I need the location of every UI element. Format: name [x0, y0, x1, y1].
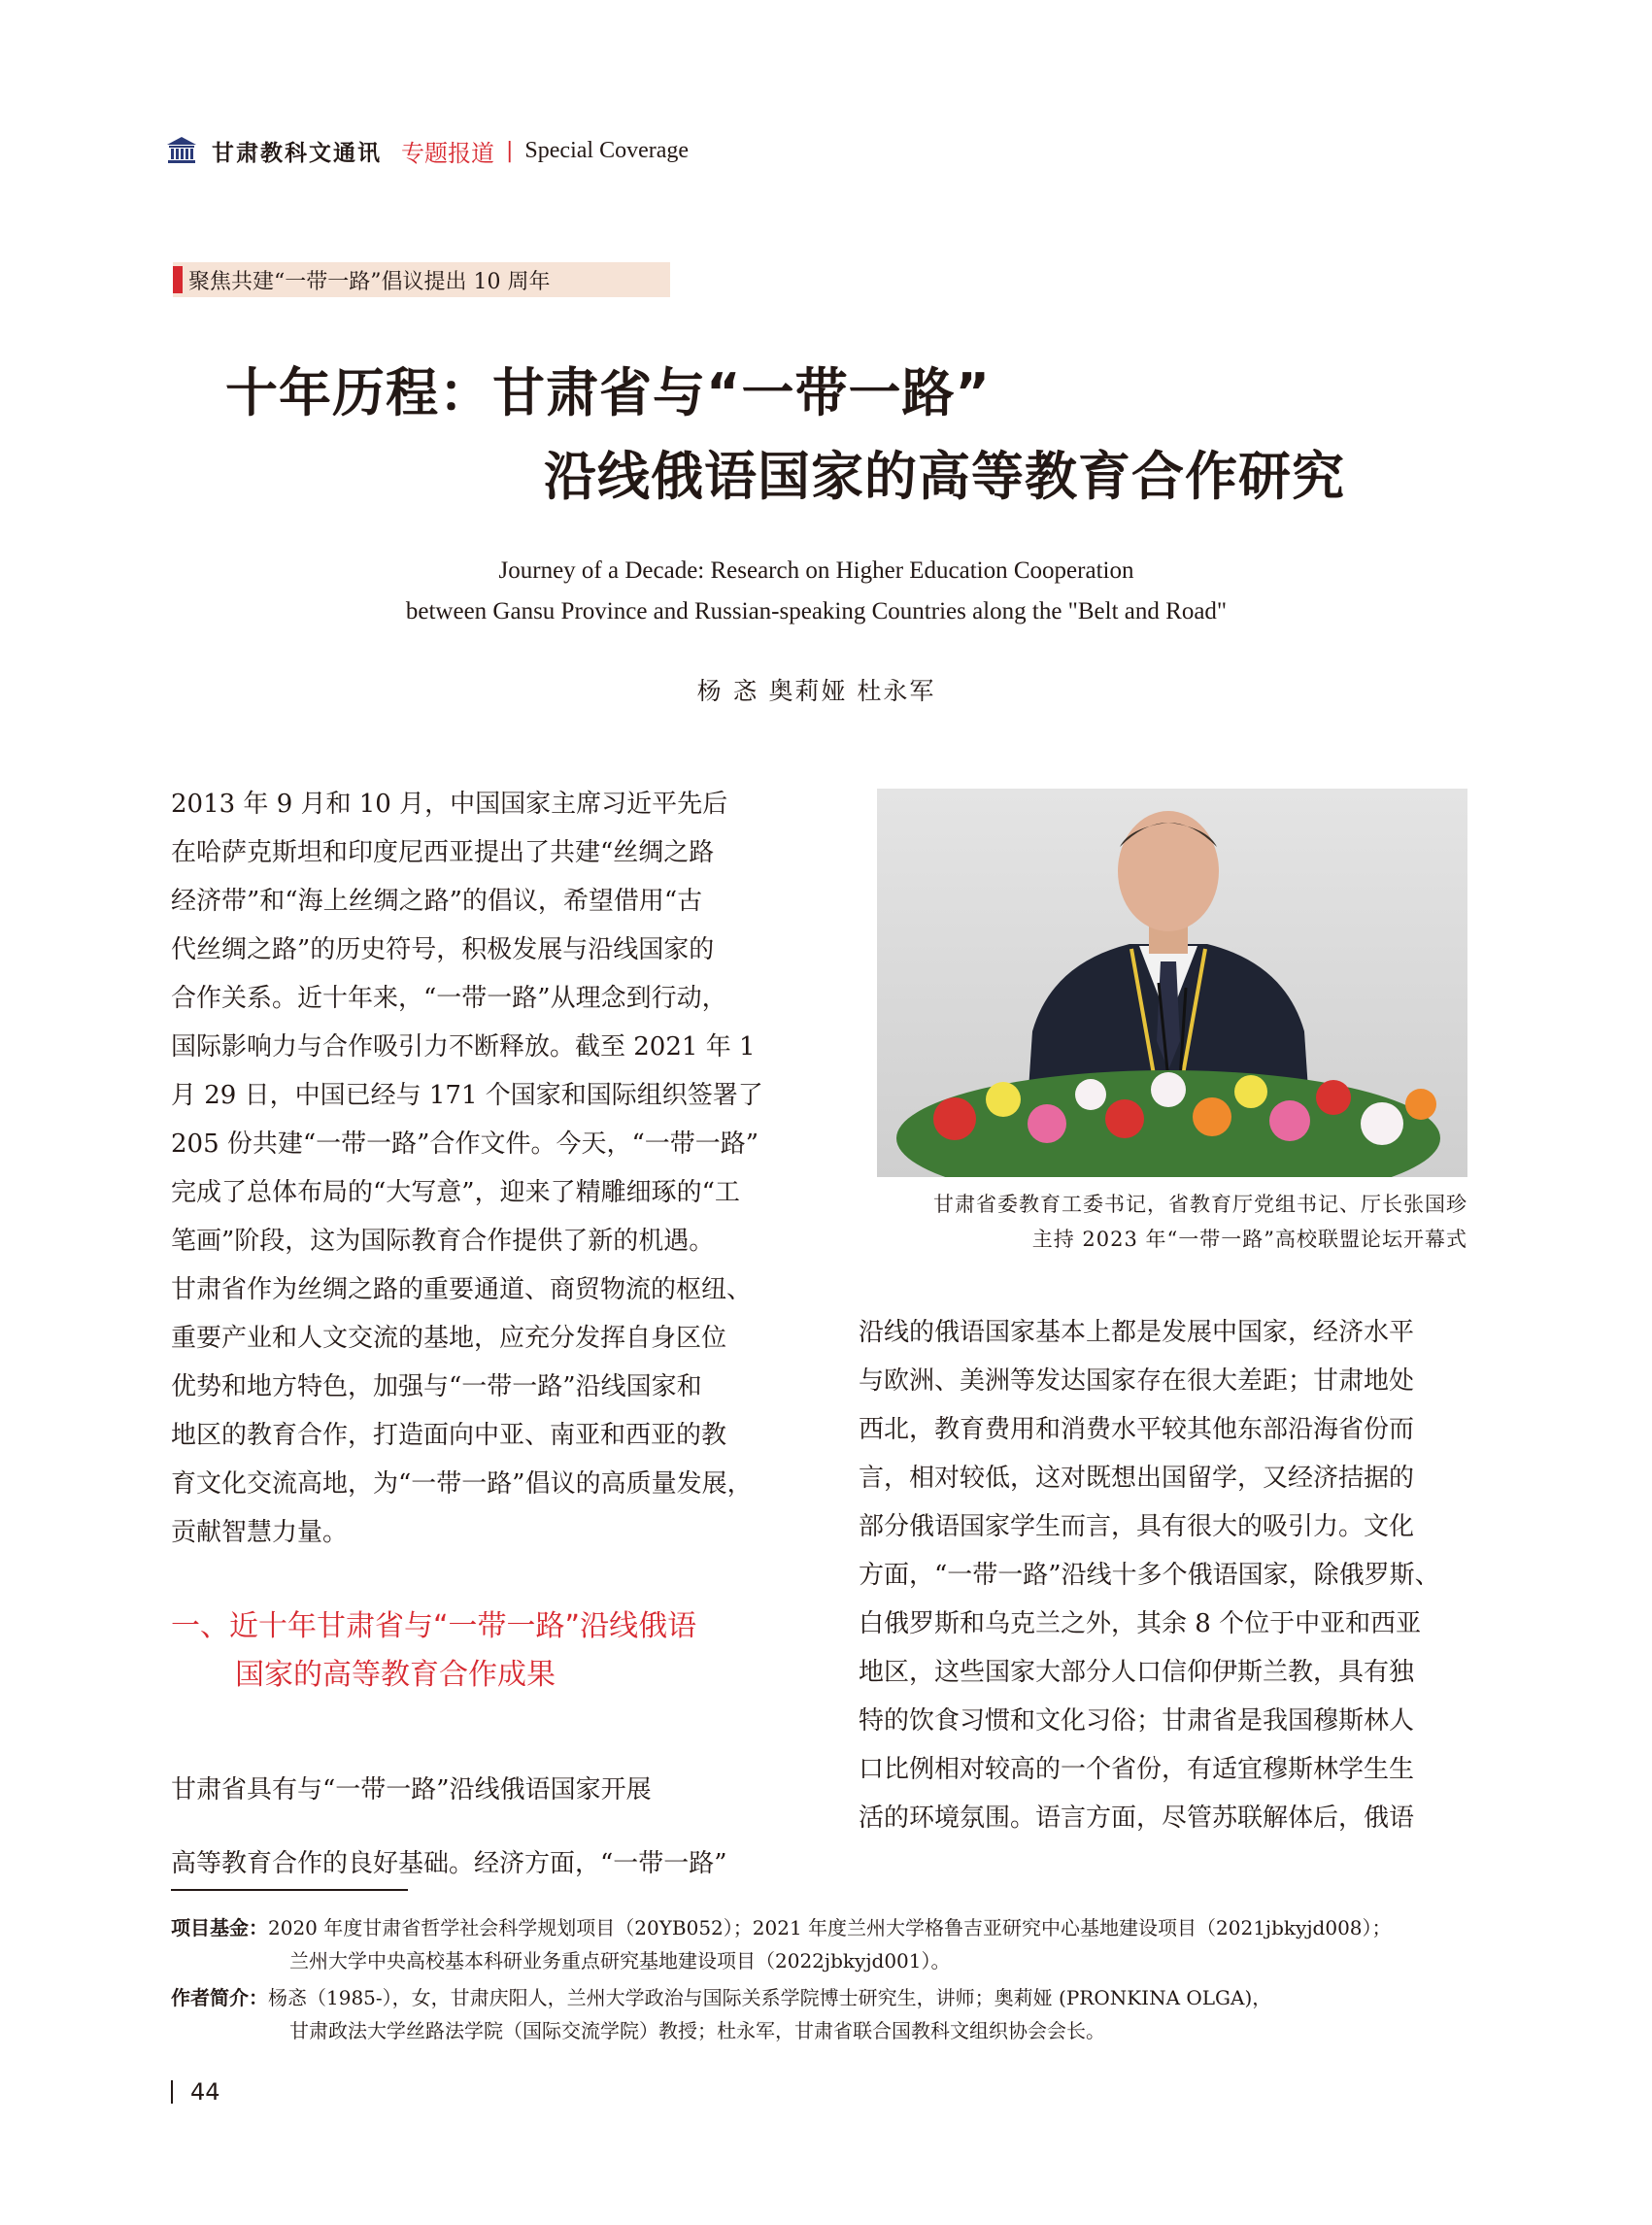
text-line: 与欧洲、美洲等发达国家存在很大差距；甘肃地处 [859, 1366, 1415, 1396]
author-bio-line2: 甘肃政法大学丝路法学院（国际交流学院）教授；杜永军，甘肃省联合国教科文组织协会会长。 [289, 2019, 1105, 2042]
footnote-divider [171, 1889, 408, 1891]
text-line: 方面，“一带一路”沿线十多个俄语国家，除俄罗斯、 [859, 1561, 1440, 1590]
text-line: 经济带”和“海上丝绸之路”的倡议，希望借用“古 [171, 887, 703, 916]
text-line: 重要产业和人文交流的基地，应充分发挥自身区位 [171, 1324, 727, 1353]
text-line: 口比例相对较高的一个省份，有适宜穆斯林学生生 [859, 1755, 1415, 1784]
text-line: 育文化交流高地，为“一带一路”倡议的高质量发展， [171, 1469, 753, 1499]
page-number-bar [171, 2080, 173, 2104]
author-bio-label: 作者简介： [171, 1986, 268, 2009]
section-heading [171, 1602, 696, 1700]
fund-text: 2020 年度甘肃省哲学社会科学规划项目（20YB052）；2021 年度兰州大学格鲁吉亚研究中心基地建设项目（2021jbkyjd008）； [268, 1916, 1392, 1939]
text-line: 在哈萨克斯坦和印度尼西亚提出了共建“丝绸之路 [171, 838, 715, 867]
fund-footnote [171, 1911, 1392, 1944]
right-column-body [859, 1308, 1490, 1842]
text-line: 高等教育合作的良好基础。经济方面，“一带一路” [171, 1849, 727, 1878]
text-line: 西北，教育费用和消费水平较其他东部沿海省份而 [859, 1415, 1415, 1444]
header-separator: | [506, 138, 514, 163]
text-line: 205 份共建“一带一路”合作文件。今天，“一带一路” [171, 1129, 759, 1159]
left-column-body-2 [171, 1740, 802, 1913]
page-number: 44 [190, 2078, 220, 2106]
text-line: 甘肃省具有与“一带一路”沿线俄语国家开展 [171, 1775, 652, 1804]
unesco-temple-icon [165, 134, 198, 167]
text-line: 言，相对较低，这对既想出国留学，又经济拮据的 [859, 1464, 1415, 1493]
banner-text: 聚焦共建“一带一路”倡议提出 10 周年 [188, 269, 551, 294]
journal-name: 甘肃教科文通讯 [212, 139, 382, 166]
text-line: 特的饮食习惯和文化习俗；甘肃省是我国穆斯林人 [859, 1706, 1415, 1736]
text-line: 国际影响力与合作吸引力不断释放。截至 2021 年 1 [171, 1032, 756, 1062]
photo-illustration [877, 789, 1467, 1177]
text-line: 优势和地方特色，加强与“一带一路”沿线国家和 [171, 1372, 702, 1401]
page-header [165, 126, 689, 175]
english-title-line1: Journey of a Decade: Research on Higher Education Cooperation [498, 557, 1134, 584]
text-line: 合作关系。近十年来，“一带一路”从理念到行动， [171, 984, 727, 1013]
text-line: 活的环境氛围。语言方面，尽管苏联解体后，俄语 [859, 1804, 1415, 1833]
text-line: 代丝绸之路”的历史符号，积极发展与沿线国家的 [171, 935, 715, 964]
section-name: 专题报道 [401, 139, 494, 167]
speaker-photo [877, 789, 1467, 1177]
left-column-body [171, 780, 802, 1557]
author-list: 杨 忞 奥莉娅 杜永军 [696, 677, 936, 705]
text-line: 贡献智慧力量。 [171, 1518, 349, 1547]
section-name-en: Special Coverage [524, 137, 690, 163]
text-line: 月 29 日，中国已经与 171 个国家和国际组织签署了 [171, 1081, 763, 1110]
text-line: 地区，这些国家大部分人口信仰伊斯兰教，具有独 [859, 1658, 1415, 1687]
section-heading-line1: 一、近十年甘肃省与“一带一路”沿线俄语 [171, 1609, 697, 1643]
article-title-line1: 十年历程：甘肃省与“一带一路” [225, 362, 991, 423]
author-bio-text: 杨忞（1985-），女，甘肃庆阳人，兰州大学政治与国际关系学院博士研究生，讲师；奥莉娅 (PRONKINA OLGA)， [268, 1986, 1272, 2009]
author-footnote [171, 1981, 1271, 2014]
english-title-line2: between Gansu Province and Russian-speaking Countries along the "Belt and Road" [405, 598, 1228, 624]
article-title-line2: 沿线俄语国家的高等教育合作研究 [544, 446, 1345, 507]
text-line: 完成了总体布局的“大写意”，迎来了精雕细琢的“工 [171, 1178, 740, 1207]
text-line: 白俄罗斯和乌克兰之外，其余 8 个位于中亚和西亚 [859, 1609, 1422, 1638]
topic-banner [173, 262, 670, 297]
banner-accent-bar [173, 266, 183, 293]
fund-text-line2: 兰州大学中央高校基本科研业务重点研究基地建设项目（2022jbkyjd001）。 [289, 1949, 951, 1972]
text-line: 2013 年 9 月和 10 月，中国国家主席习近平先后 [171, 790, 728, 819]
text-line: 部分俄语国家学生而言，具有很大的吸引力。文化 [859, 1512, 1415, 1541]
photo-caption-line1: 甘肃省委教育工委书记，省教育厅党组书记、厅长张国珍 [933, 1193, 1467, 1216]
text-line: 沿线的俄语国家基本上都是发展中国家，经济水平 [859, 1318, 1415, 1347]
text-line: 甘肃省作为丝绸之路的重要通道、商贸物流的枢纽、 [171, 1275, 753, 1304]
fund-label: 项目基金： [171, 1916, 268, 1939]
section-heading-line2: 国家的高等教育合作成果 [235, 1658, 556, 1692]
text-line: 地区的教育合作，打造面向中亚、南亚和西亚的教 [171, 1421, 727, 1450]
text-line: 笔画”阶段，这为国际教育合作提供了新的机遇。 [171, 1227, 715, 1256]
photo-caption-line2: 主持 2023 年“一带一路”高校联盟论坛开幕式 [1031, 1228, 1467, 1251]
